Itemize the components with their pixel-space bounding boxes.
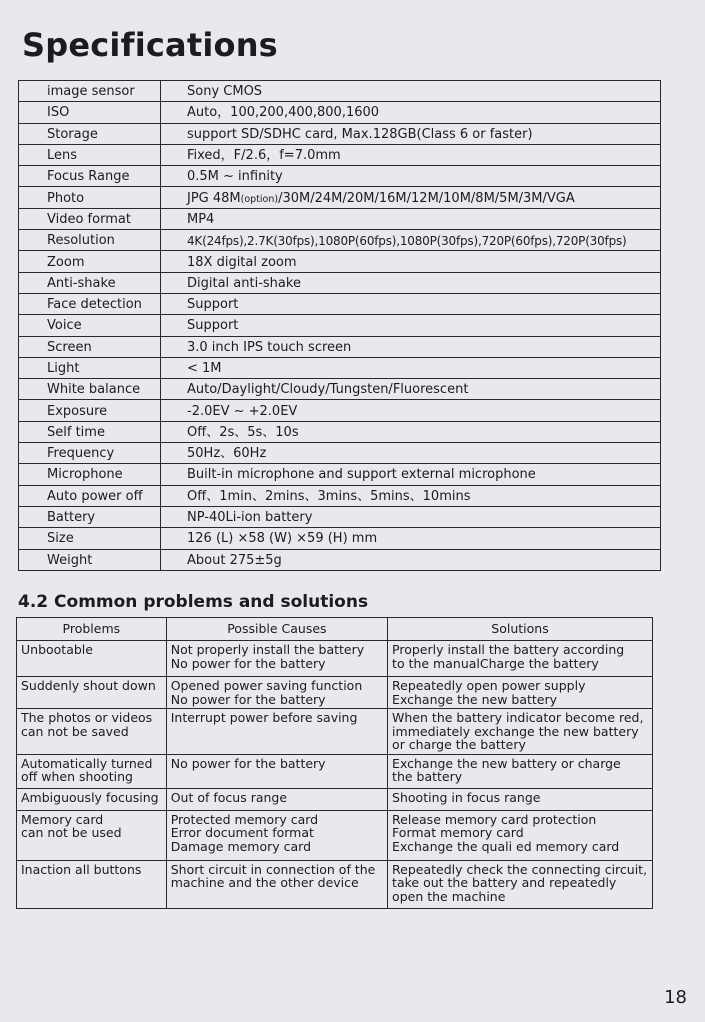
table-row — [17, 860, 653, 908]
cell-line: Ambiguously focusing — [21, 789, 159, 805]
spec-value-main: JPG 48M — [187, 190, 241, 206]
cell-line: Shooting in focus range — [392, 789, 541, 805]
cell-line: can not be used — [21, 825, 122, 840]
spec-value: Auto/Daylight/Cloudy/Tungsten/Fluorescent — [161, 379, 661, 400]
spec-value: About 275±5g — [161, 549, 661, 570]
spec-value: Sony CMOS — [161, 81, 661, 102]
table-header-row — [17, 618, 653, 641]
cell-line: No power for the battery — [170, 755, 326, 771]
spec-label: Storage — [19, 123, 161, 144]
spec-value: NP-40Li-ion battery — [161, 506, 661, 527]
problem-cell — [17, 860, 167, 908]
spec-label: image sensor — [19, 81, 161, 102]
solution-cell — [388, 810, 653, 860]
spec-label: Frequency — [19, 443, 161, 464]
spec-value: 18X digital zoom — [161, 251, 661, 272]
cell-line: the battery — [392, 769, 463, 784]
cell-line: off when shooting — [21, 769, 133, 784]
spec-row — [19, 549, 661, 570]
spec-label: Focus Range — [19, 166, 161, 187]
spec-value: Built-in microphone and support external microphone — [161, 464, 661, 485]
spec-value: Fixed，F/2.6，f=7.0mm — [161, 144, 661, 165]
cause-cell — [166, 788, 387, 810]
cause-cell — [166, 754, 387, 788]
spec-row — [19, 272, 661, 293]
spec-value: Support — [161, 293, 661, 314]
cell-line: Inaction all buttons — [21, 861, 142, 877]
table-row — [17, 810, 653, 860]
spec-label: Microphone — [19, 464, 161, 485]
cell-line: can not be saved — [21, 723, 129, 739]
spec-label: Anti-shake — [19, 272, 161, 293]
cell-line: Release memory card protection — [392, 811, 597, 827]
spec-row — [19, 528, 661, 549]
cell-line: Unbootable — [21, 642, 93, 657]
spec-value: 4K(24fps),2.7K(30fps),1080P(60fps),1080P(30fps),720P(60fps),720P(30fps) — [161, 230, 661, 251]
spec-row — [19, 421, 661, 442]
spec-label: Exposure — [19, 400, 161, 421]
table-row — [17, 677, 653, 709]
cell-line: Short circuit in connection of the — [170, 861, 376, 877]
spec-value: Digital anti-shake — [161, 272, 661, 293]
cell-line: No power for the battery — [170, 655, 326, 671]
spec-value: support SD/SDHC card, Max.128GB(Class 6 or faster) — [161, 123, 661, 144]
header-problems: Problems — [17, 618, 167, 641]
cell-line: Protected memory card — [170, 811, 319, 827]
spec-row — [19, 166, 661, 187]
cell-line: Exchange the quali ed memory card — [392, 838, 620, 854]
spec-row — [19, 251, 661, 272]
spec-label: Zoom — [19, 251, 161, 272]
spec-row — [19, 443, 661, 464]
spec-row — [19, 81, 661, 102]
page-title: Specifications — [22, 26, 278, 64]
spec-row — [19, 379, 661, 400]
cell-line: Not properly install the battery — [170, 642, 365, 657]
cell-line: Out of focus range — [170, 789, 288, 805]
cell-line: Damage memory card — [170, 838, 312, 854]
spec-value: Auto，100,200,400,800,1600 — [161, 102, 661, 123]
cause-cell — [166, 810, 387, 860]
spec-label: Voice — [19, 315, 161, 336]
spec-row — [19, 293, 661, 314]
spec-value: 126 (L) ×58 (W) ×59 (H) mm — [161, 528, 661, 549]
spec-row — [19, 144, 661, 165]
cell-line: When the battery indicator become red, — [392, 710, 644, 725]
solution-cell — [388, 709, 653, 755]
cause-cell — [166, 860, 387, 908]
solution-cell — [388, 788, 653, 810]
cell-line: The photos or videos — [21, 710, 153, 725]
table-row — [17, 788, 653, 810]
spec-value: 3.0 inch IPS touch screen — [161, 336, 661, 357]
cell-line: Interrupt power before saving — [170, 710, 358, 725]
cell-line: Exchange the new battery or charge — [392, 755, 621, 771]
cell-line: Suddenly shout down — [21, 678, 156, 693]
spec-row — [19, 400, 661, 421]
spec-label: Photo — [19, 187, 161, 208]
spec-row — [19, 102, 661, 123]
spec-label: Battery — [19, 506, 161, 527]
spec-value-rest: /30M/24M/20M/16M/12M/10M/8M/5M/3M/VGA — [278, 190, 575, 206]
spec-row — [19, 464, 661, 485]
cell-line: Memory card — [21, 811, 104, 827]
header-possible-causes: Possible Causes — [166, 618, 387, 641]
spec-label: White balance — [19, 379, 161, 400]
solution-cell — [388, 860, 653, 908]
problems-table — [16, 617, 653, 909]
cell-line: Format memory card — [392, 825, 524, 840]
spec-row — [19, 123, 661, 144]
spec-row — [19, 315, 661, 336]
cell-line: machine and the other device — [170, 875, 359, 890]
spec-value-note: (option) — [240, 193, 279, 205]
spec-row — [19, 208, 661, 229]
spec-label: Lens — [19, 144, 161, 165]
cause-cell — [166, 641, 387, 677]
spec-value: MP4 — [161, 208, 661, 229]
problem-cell — [17, 810, 167, 860]
problem-cell — [17, 677, 167, 709]
cell-line: Opened power saving function — [170, 678, 363, 693]
problem-cell — [17, 709, 167, 755]
problem-cell — [17, 788, 167, 810]
problem-cell — [17, 641, 167, 677]
spec-label: Size — [19, 528, 161, 549]
cause-cell — [166, 709, 387, 755]
spec-value: < 1M — [161, 357, 661, 378]
cause-cell — [166, 677, 387, 709]
cell-line: take out the battery and repeatedly — [392, 875, 617, 890]
table-row — [17, 709, 653, 755]
spec-value: Off、1min、2mins、3mins、5mins、10mins — [161, 485, 661, 506]
spec-value: 50Hz、60Hz — [161, 443, 661, 464]
cell-line: Properly install the battery according — [392, 642, 625, 657]
section-title: 4.2 Common problems and solutions — [18, 592, 369, 612]
cell-line: immediately exchange the new battery — [392, 723, 639, 739]
spec-value: 0.5M ~ infinity — [161, 166, 661, 187]
solution-cell — [388, 754, 653, 788]
spec-value: -2.0EV ~ +2.0EV — [161, 400, 661, 421]
spec-value: Support — [161, 315, 661, 336]
cell-line: or charge the battery — [392, 737, 526, 752]
cell-line: Automatically turned — [21, 755, 153, 771]
table-row — [17, 641, 653, 677]
spec-label: Self time — [19, 421, 161, 442]
solution-cell — [388, 677, 653, 709]
spec-label: Weight — [19, 549, 161, 570]
spec-value — [161, 187, 661, 208]
spec-label: Face detection — [19, 293, 161, 314]
spec-row — [19, 506, 661, 527]
spec-label: Resolution — [19, 230, 161, 251]
spec-row — [19, 485, 661, 506]
spec-label: ISO — [19, 102, 161, 123]
cell-line: open the machine — [392, 888, 506, 904]
spec-row — [19, 230, 661, 251]
cell-line: No power for the battery — [170, 691, 326, 707]
cell-line: Error document format — [170, 825, 314, 840]
problem-cell — [17, 754, 167, 788]
table-row — [17, 754, 653, 788]
cell-line: Exchange the new battery — [392, 691, 558, 707]
cell-line: to the manualCharge the battery — [392, 655, 599, 671]
page-number: 18 — [664, 987, 687, 1008]
spec-label: Light — [19, 357, 161, 378]
specifications-table — [18, 80, 661, 571]
spec-label: Screen — [19, 336, 161, 357]
spec-label: Video format — [19, 208, 161, 229]
spec-row — [19, 187, 661, 208]
header-solutions: Solutions — [388, 618, 653, 641]
spec-value: Off、2s、5s、10s — [161, 421, 661, 442]
spec-row — [19, 357, 661, 378]
solution-cell — [388, 641, 653, 677]
cell-line: Repeatedly check the connecting circuit, — [392, 861, 648, 877]
spec-row — [19, 336, 661, 357]
cell-line: Repeatedly open power supply — [392, 678, 586, 693]
spec-label: Auto power off — [19, 485, 161, 506]
